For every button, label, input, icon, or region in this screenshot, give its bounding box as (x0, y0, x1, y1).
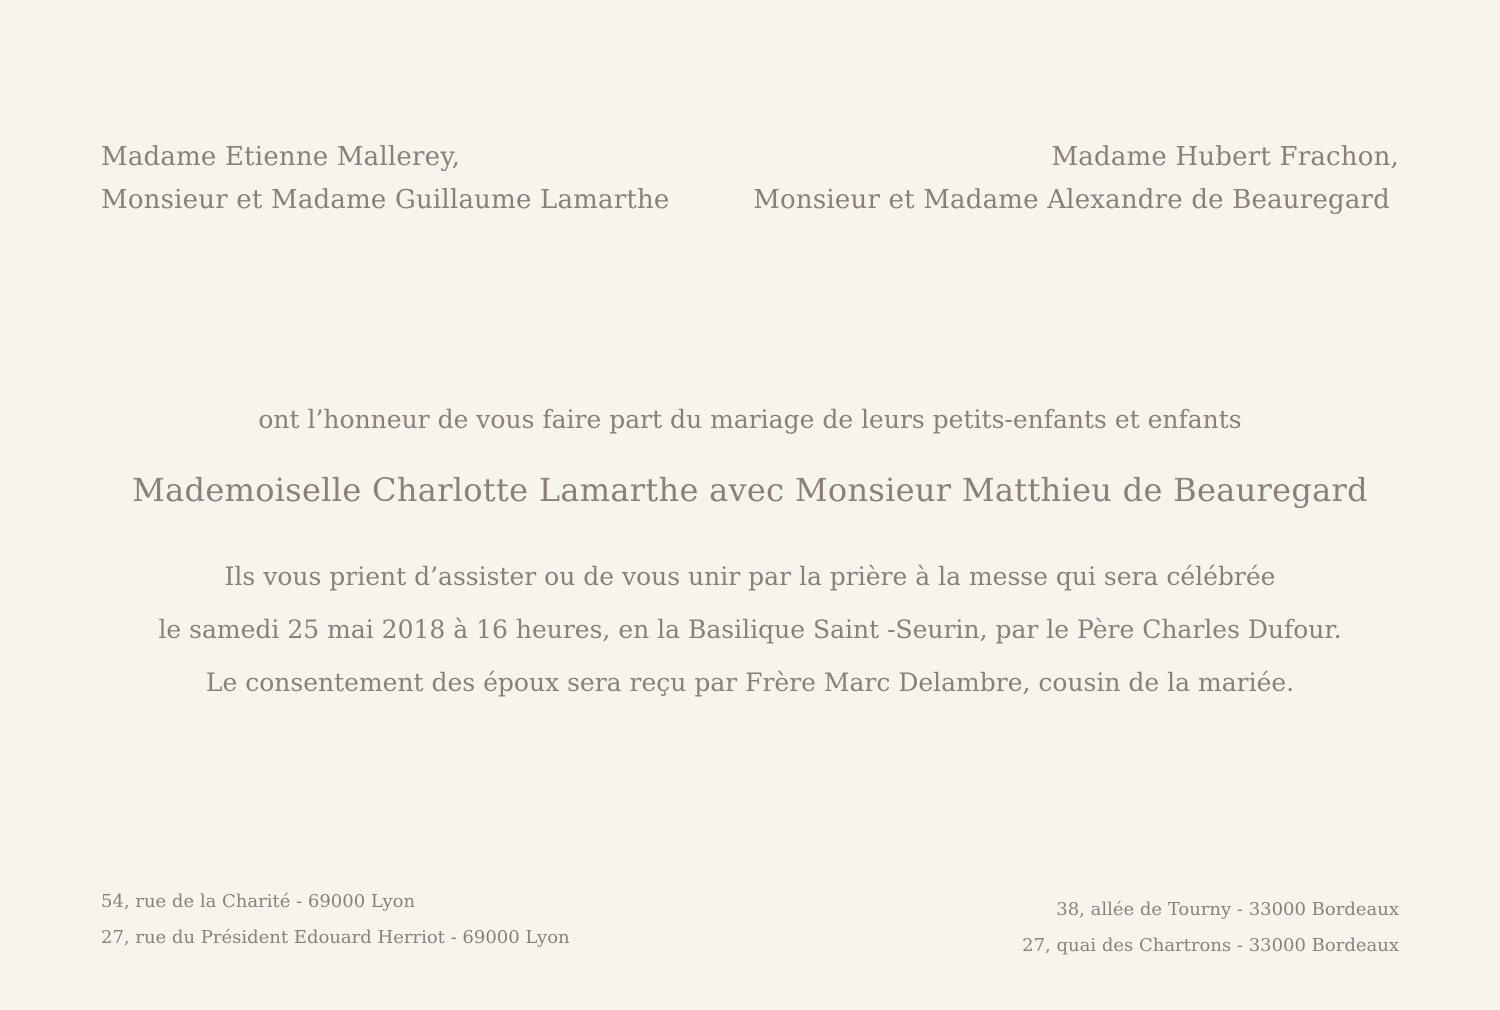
groom-family-line-2: Monsieur et Madame Alexandre de Beauregard (753, 185, 1390, 215)
groom-address-2: 27, quai des Chartrons - 33000 Bordeaux (1022, 935, 1399, 956)
groom-address-1: 38, allée de Tourny - 33000 Bordeaux (1056, 899, 1399, 920)
groom-family-line-1: Madame Hubert Frachon, (1051, 142, 1399, 172)
invitation-line-3: Le consentement des époux sera reçu par Frère Marc Delambre, cousin de la mariée. (205, 668, 1295, 697)
bride-address-2: 27, rue du Président Edouard Herriot - 69000 Lyon (101, 927, 570, 948)
invitation-block (0, 550, 1500, 709)
couple-names: Mademoiselle Charlotte Lamarthe avec Monsieur Matthieu de Beauregard (132, 471, 1368, 509)
bride-addresses (101, 884, 570, 956)
bride-family-block (101, 136, 670, 222)
invitation-line-1: Ils vous prient d’assister ou de vous unir par la prière à la messe qui sera célébrée (224, 562, 1276, 591)
groom-addresses (1022, 892, 1399, 964)
bride-address-1: 54, rue de la Charité - 69000 Lyon (101, 891, 416, 912)
bride-family-line-1: Madame Etienne Mallerey, (101, 142, 461, 172)
invitation-line-2: le samedi 25 mai 2018 à 16 heures, en la Basilique Saint -Seurin, par le Père Charles Dufour. (158, 615, 1342, 644)
groom-family-block (753, 136, 1399, 222)
bride-family-line-2: Monsieur et Madame Guillaume Lamarthe (101, 185, 670, 215)
announcement-text: ont l’honneur de vous faire part du mariage de leurs petits-enfants et enfants (258, 405, 1242, 434)
